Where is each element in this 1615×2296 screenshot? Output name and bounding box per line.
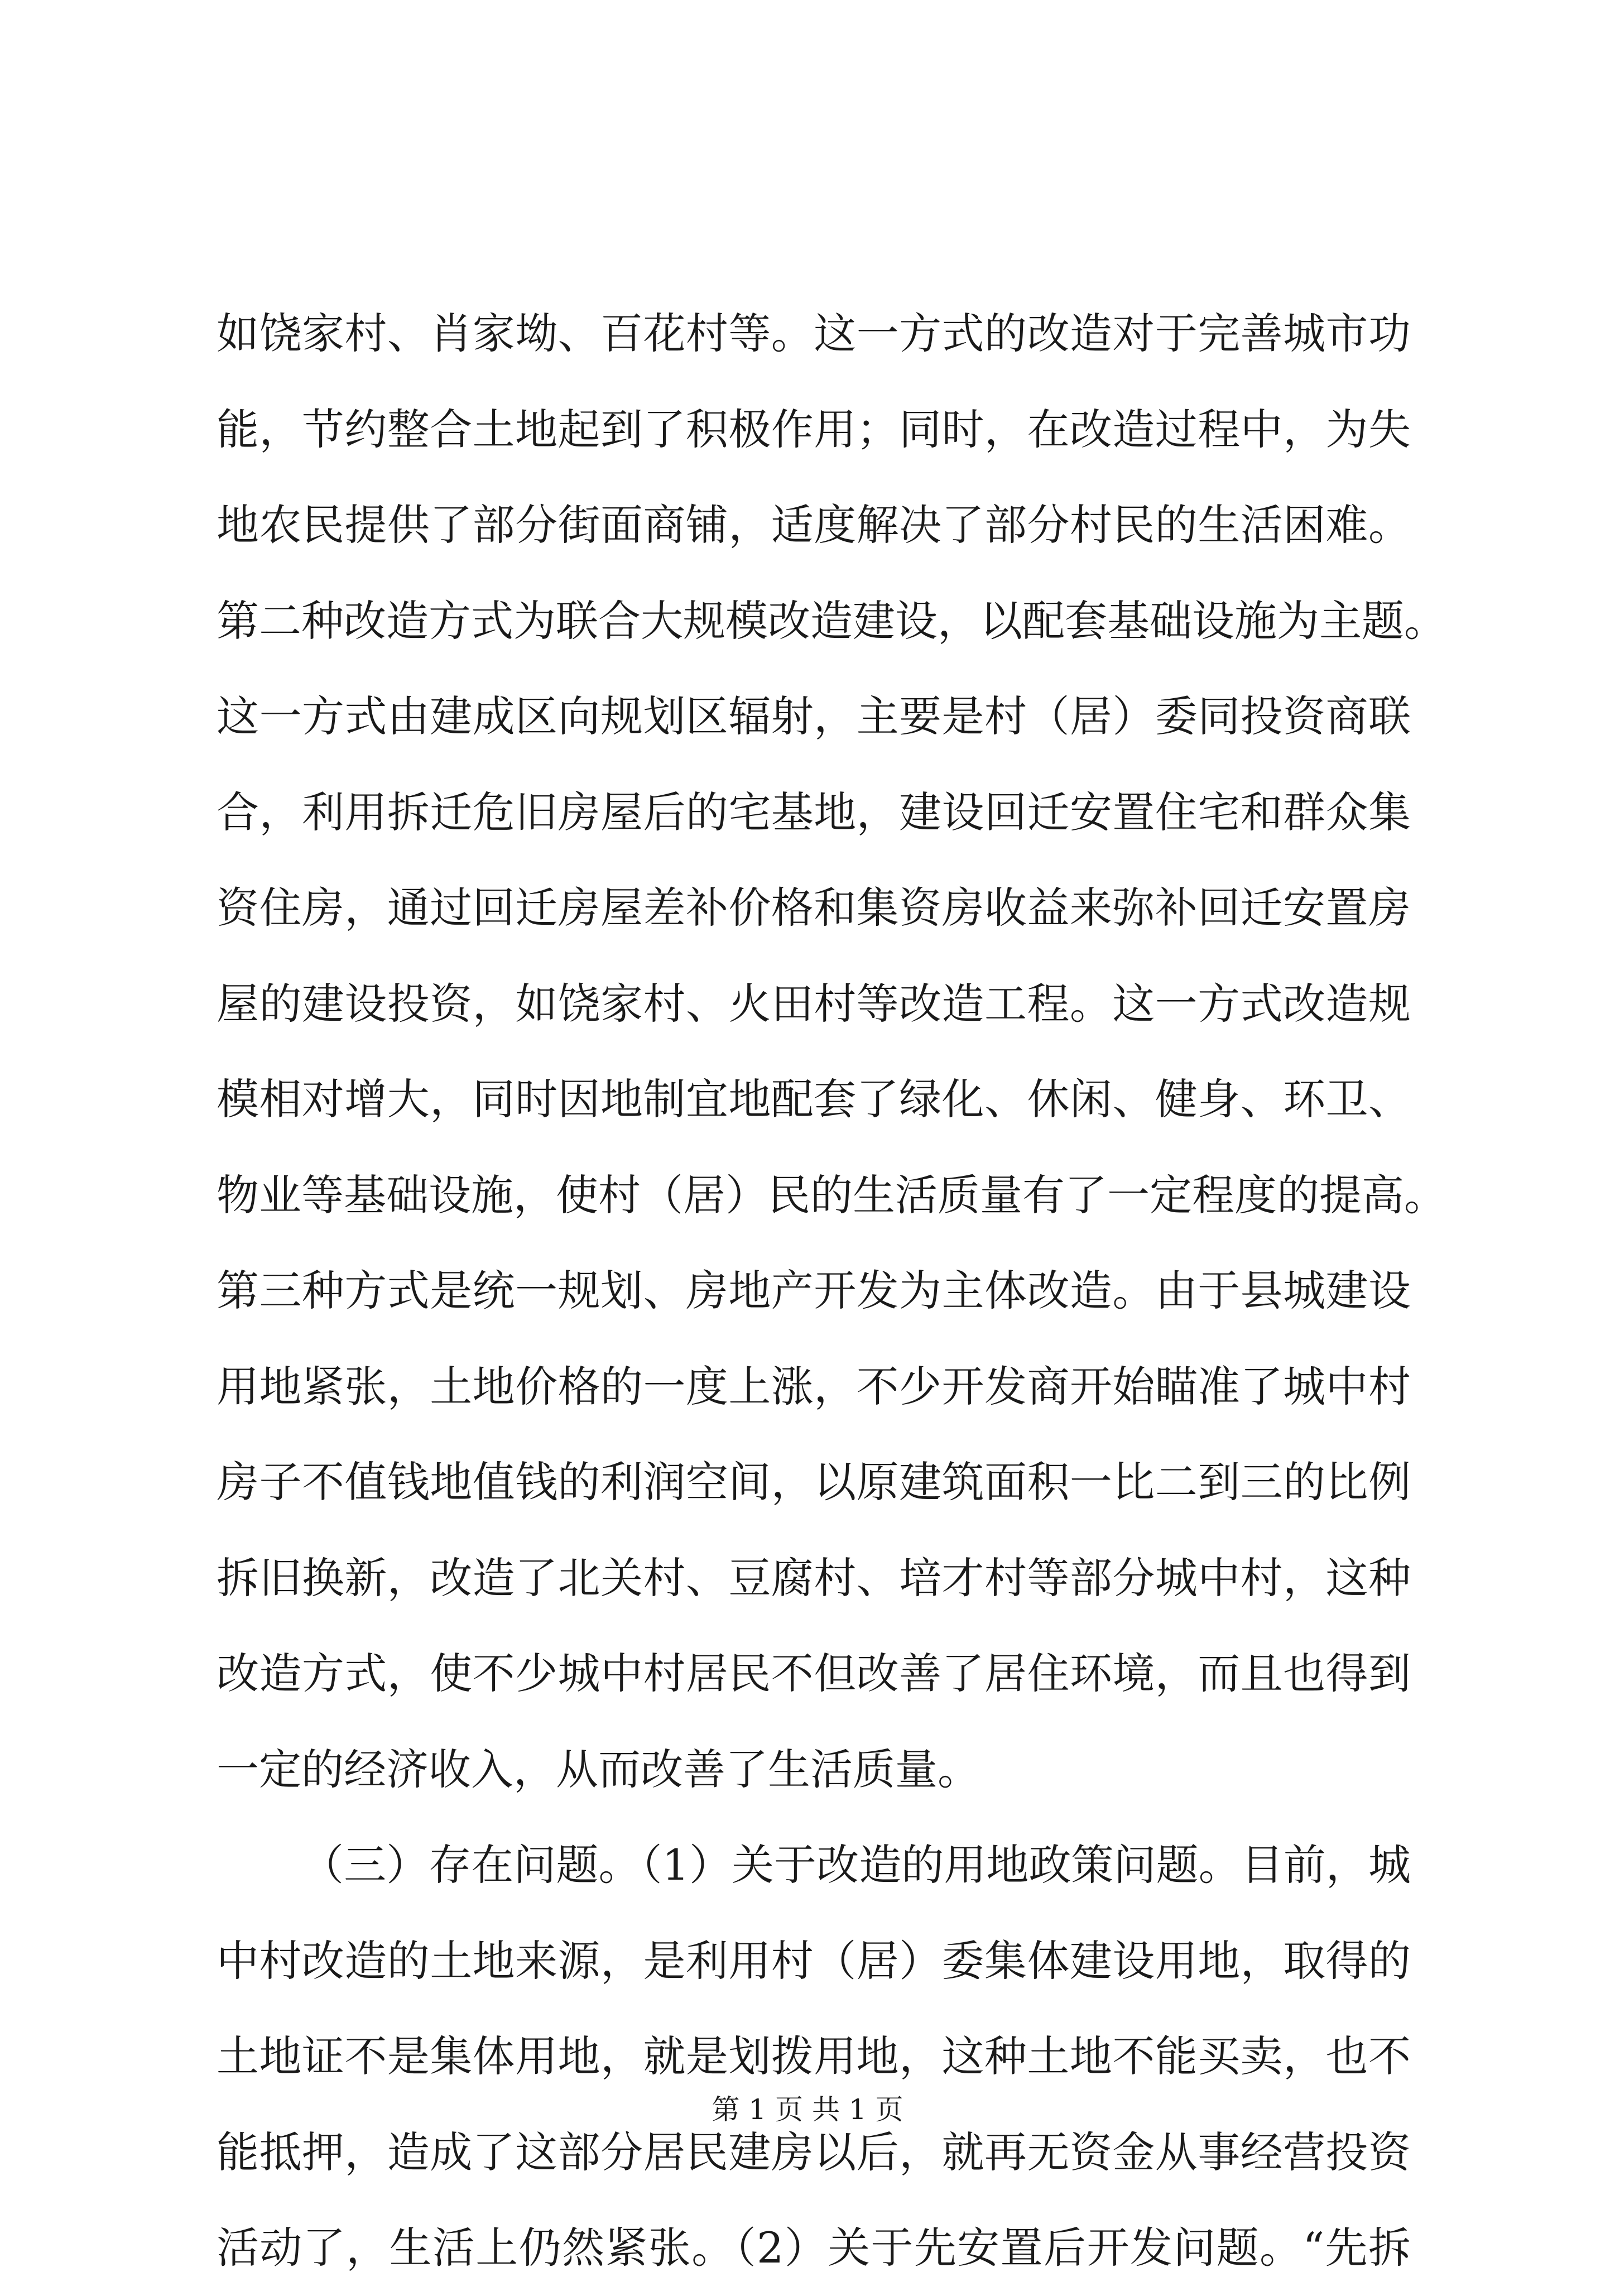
text-line: 屋的建设投资，如饶家村、火田村等改造工程。这一方式改造规 bbox=[217, 978, 1411, 1029]
text-line: 第三种方式是统一规划、房地产开发为主体改造。由于县城建设 bbox=[217, 1266, 1411, 1315]
text-line: 能，节约整合土地起到了积极作用；同时，在改造过程中，为失 bbox=[217, 404, 1411, 454]
body-text bbox=[217, 286, 1446, 2296]
text-line: 中村改造的土地来源，是利用村（居）委集体建设用地，取得的 bbox=[217, 1935, 1411, 1986]
text-line: 资住房，通过回迁房屋差补价格和集资房收益来弥补回迁安置房 bbox=[217, 883, 1411, 933]
text-line: 第二种改造方式为联合大规模改造建设，以配套基础设施为主题。 bbox=[217, 595, 1446, 646]
page-footer bbox=[0, 2087, 1615, 2127]
text-line: 这一方式由建成区向规划区辐射，主要是村（居）委同投资商联 bbox=[217, 691, 1411, 741]
text-line: 合，利用拆迁危旧房屋后的宅基地，建设回迁安置住宅和群众集 bbox=[217, 787, 1411, 837]
text-line: 用地紧张，土地价格的一度上涨，不少开发商开始瞄准了城中村 bbox=[217, 1361, 1411, 1411]
text-line: 地农民提供了部分街面商铺，适度解决了部分村民的生活困难。 bbox=[217, 500, 1411, 550]
text-line: 土地证不是集体用地，就是划拨用地，这种土地不能买卖，也不 bbox=[217, 2031, 1411, 2081]
text-line: 拆旧换新，改造了北关村、豆腐村、培才村等部分城中村，这种 bbox=[217, 1553, 1411, 1603]
text-line: 物业等基础设施，使村（居）民的生活质量有了一定程度的提高。 bbox=[217, 1170, 1446, 1220]
paragraph-end-line: 一定的经济收入，从而改善了生活质量。 bbox=[217, 1744, 980, 1794]
page-number: 第 1 页 共 1 页 bbox=[712, 2093, 903, 2126]
paragraph-start-line: （三）存在问题。（1）关于改造的用地政策问题。目前，城 bbox=[301, 1840, 1411, 1890]
text-line: 模相对增大，同时因地制宜地配套了绿化、休闲、健身、环卫、 bbox=[217, 1074, 1411, 1124]
text-line: 活动了，生活上仍然紧张。（2）关于先安置后开发问题。“先拆 bbox=[217, 2223, 1411, 2273]
text-line: 房子不值钱地值钱的利润空间，以原建筑面积一比二到三的比例 bbox=[217, 1457, 1411, 1507]
text-line: 改造方式，使不少城中村居民不但改善了居住环境，而且也得到 bbox=[217, 1649, 1411, 1698]
text-line: 如饶家村、肖家坳、百花村等。这一方式的改造对于完善城市功 bbox=[217, 309, 1411, 358]
text-line: 能抵押，造成了这部分居民建房以后，就再无资金从事经营投资 bbox=[217, 2127, 1411, 2177]
